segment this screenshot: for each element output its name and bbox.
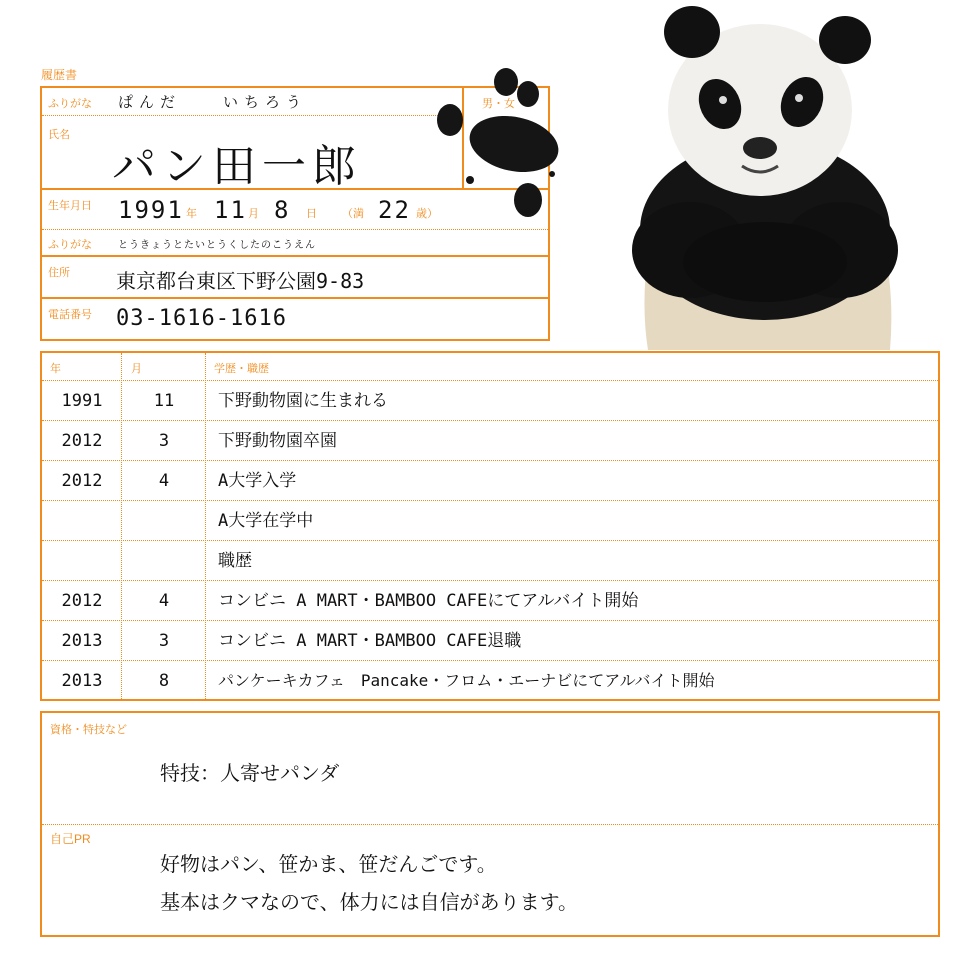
table-row bbox=[42, 461, 938, 501]
row-desc: 下野動物園卒園 bbox=[218, 431, 337, 451]
row-year: 2013 bbox=[61, 671, 103, 691]
gender-label: 男・女 bbox=[482, 98, 515, 110]
name-label: 氏名 bbox=[48, 129, 70, 141]
table-row bbox=[42, 581, 938, 621]
table-row bbox=[42, 381, 938, 421]
age-prefix: （満 bbox=[342, 208, 364, 220]
row-desc: A大学在学中 bbox=[218, 511, 314, 531]
address-label: 住所 bbox=[48, 267, 70, 279]
row-desc: 職歴 bbox=[218, 551, 252, 571]
row-desc: A大学入学 bbox=[218, 471, 297, 491]
document-title: 履歴書 bbox=[41, 68, 78, 82]
birth-day-unit: 日 bbox=[306, 208, 317, 220]
history-header-month: 月 bbox=[131, 363, 142, 375]
birth-label: 生年月日 bbox=[48, 200, 92, 212]
table-row bbox=[42, 541, 938, 581]
age-value: 22 bbox=[378, 196, 411, 224]
address-value: 東京都台東区下野公園9-83 bbox=[116, 269, 365, 293]
birth-day: 8 bbox=[274, 196, 289, 224]
row-month: 11 bbox=[153, 391, 175, 411]
table-row bbox=[42, 621, 938, 661]
qualifications-value: 特技：人寄せパンダ bbox=[160, 761, 340, 785]
address-furigana-label: ふりがな bbox=[48, 239, 92, 251]
panda-image bbox=[630, 0, 900, 350]
furigana-value: ぱんだ いちろう bbox=[118, 93, 308, 111]
name-value: パン田一郎 bbox=[112, 141, 362, 192]
address-furigana-value: とうきょうとたいとうくしたのこうえん bbox=[118, 240, 316, 251]
phone-value: 03-1616-1616 bbox=[116, 306, 287, 331]
self-pr-line2: 基本はクマなので、体力には自信があります。 bbox=[160, 890, 578, 914]
history-header-year: 年 bbox=[50, 363, 61, 375]
row-year: 2013 bbox=[61, 631, 103, 651]
table-row bbox=[42, 661, 938, 701]
age-suffix: 歳） bbox=[416, 208, 438, 220]
phone-label: 電話番号 bbox=[48, 309, 92, 321]
birth-year-unit: 年 bbox=[186, 208, 197, 220]
row-year: 2012 bbox=[61, 471, 103, 491]
row-year bbox=[42, 501, 122, 541]
row-desc: コンビニ A MART・BAMBOO CAFE退職 bbox=[218, 631, 522, 651]
row-desc: 下野動物園に生まれる bbox=[218, 391, 388, 411]
row-year bbox=[42, 541, 122, 581]
self-pr-line1: 好物はパン、笹かま、笹だんごです。 bbox=[160, 852, 497, 876]
row-year: 2012 bbox=[61, 591, 103, 611]
row-desc: パンケーキカフェ Pancake・フロム・エーナビにてアルバイト開始 bbox=[218, 671, 715, 690]
row-year: 2012 bbox=[61, 431, 103, 451]
row-month: 3 bbox=[158, 431, 170, 451]
birth-month: 11 bbox=[214, 196, 247, 224]
row-month: 4 bbox=[158, 591, 170, 611]
self-pr-label: 自己PR bbox=[50, 832, 91, 846]
row-month: 3 bbox=[158, 631, 170, 651]
row-desc: コンビニ A MART・BAMBOO CAFEにてアルバイト開始 bbox=[218, 591, 639, 611]
paw-print-stamp bbox=[428, 60, 568, 230]
furigana-label: ふりがな bbox=[48, 98, 92, 110]
row-year: 1991 bbox=[61, 391, 103, 411]
table-row bbox=[42, 501, 938, 541]
row-month bbox=[122, 501, 206, 541]
row-month: 4 bbox=[158, 471, 170, 491]
row-month: 8 bbox=[158, 671, 170, 691]
table-row bbox=[42, 421, 938, 461]
row-month bbox=[122, 541, 206, 581]
birth-year: 1991 bbox=[118, 196, 184, 224]
history-header-desc: 学歴・職歴 bbox=[214, 363, 269, 375]
birth-month-unit: 月 bbox=[248, 208, 259, 220]
qualifications-label: 資格・特技など bbox=[50, 724, 127, 736]
